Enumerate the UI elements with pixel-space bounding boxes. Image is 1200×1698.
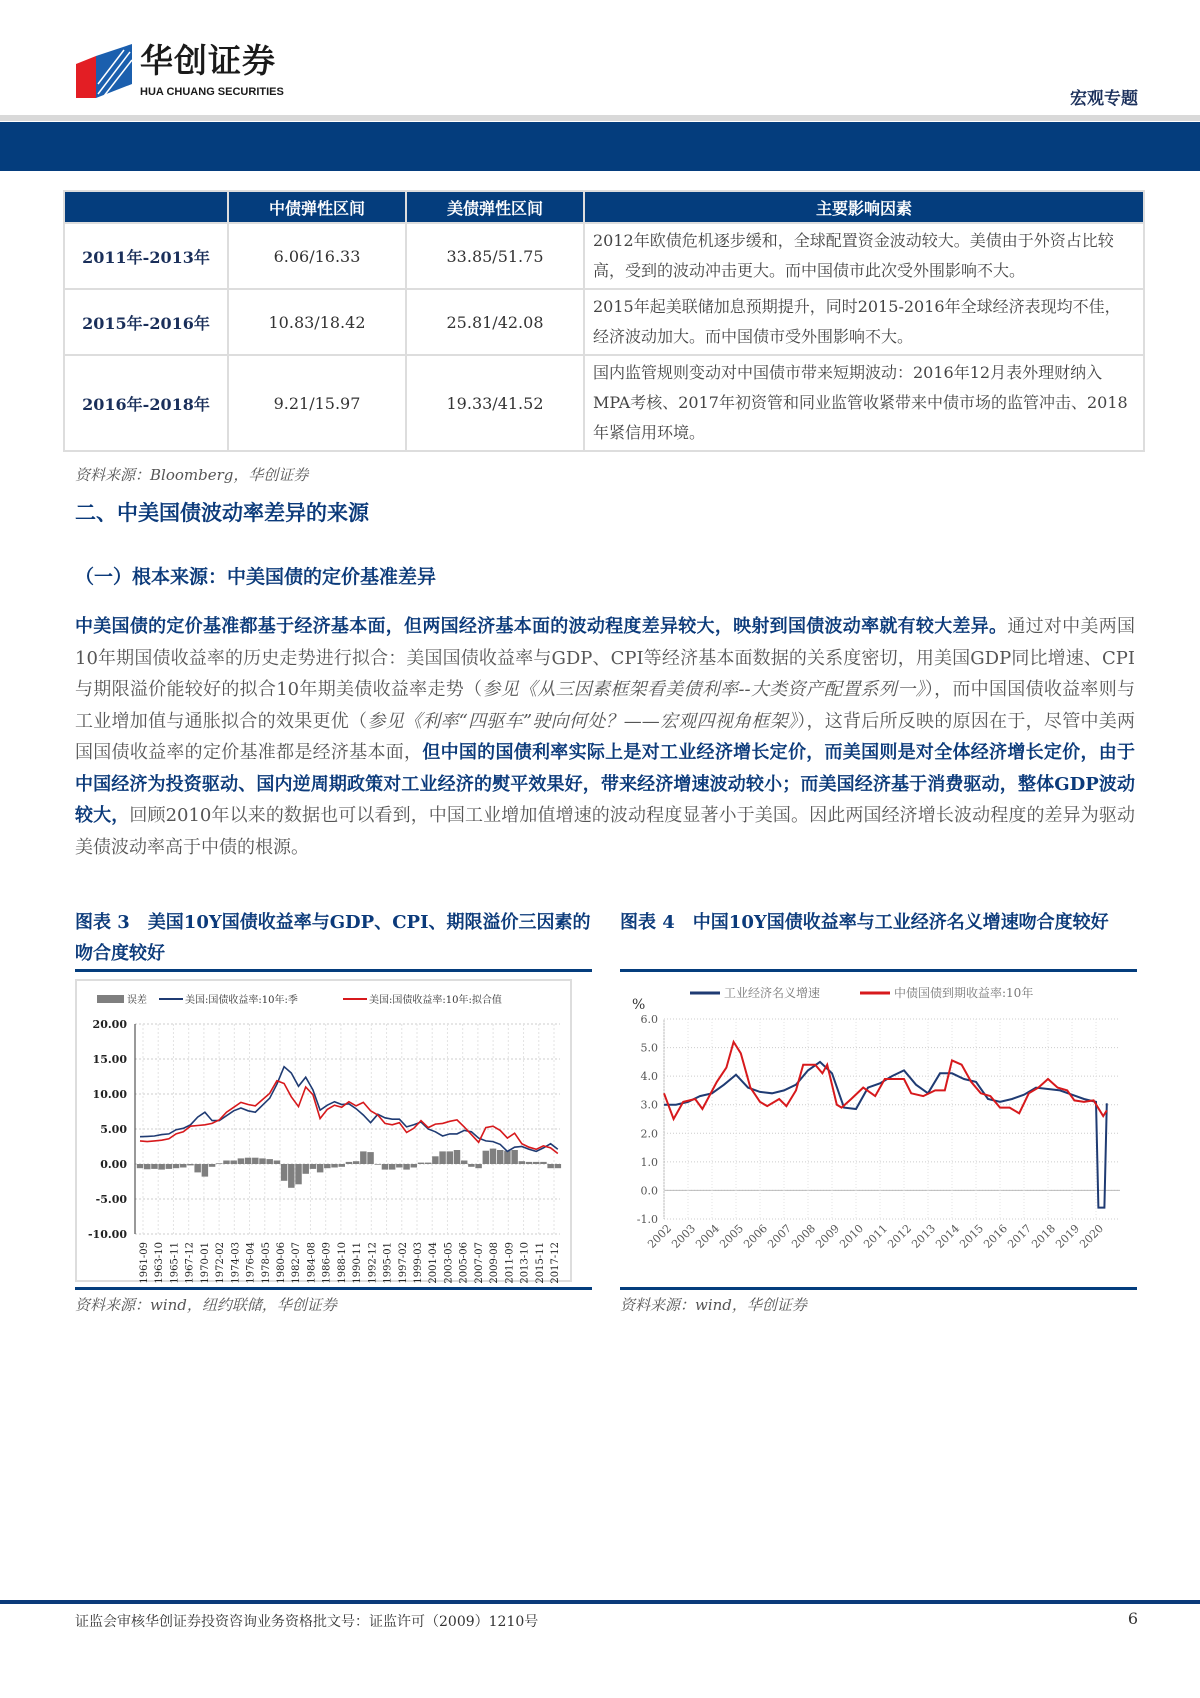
x-tick-label: 2020 [1077, 1221, 1107, 1251]
chart-divider [620, 1287, 1137, 1290]
x-tick-label: 1972-02 [215, 1242, 227, 1284]
error-bar [540, 1162, 546, 1164]
error-bar [511, 1150, 517, 1164]
footer-divider [0, 1600, 1200, 1604]
x-tick-label: 2015-11 [534, 1242, 546, 1284]
error-bar [259, 1158, 265, 1164]
section-title: 二、中美国债波动率差异的来源 [75, 500, 369, 525]
y-tick-label: 5.00 [100, 1123, 127, 1136]
footer-license: 证监会审核华创证券投资咨询业务资格批文号：证监许可（2009）1210号 [75, 1614, 539, 1630]
error-bar [331, 1164, 337, 1168]
chart-3-source: 资料来源：wind，纽约联储，华创证券 [75, 1296, 337, 1314]
x-tick-label: 2003-05 [443, 1242, 455, 1284]
chart-frame [76, 980, 571, 1281]
volatility-table [63, 190, 1145, 452]
x-tick-label: 1978-05 [260, 1242, 272, 1284]
y-tick-label: 5.0 [640, 1041, 658, 1055]
chart-3 [75, 979, 572, 1284]
y-tick-label: 15.00 [92, 1053, 127, 1066]
error-bar [194, 1164, 200, 1172]
table-row [64, 289, 1144, 355]
error-bar [475, 1164, 481, 1168]
error-bar [411, 1164, 417, 1168]
x-tick-label: 1988-10 [336, 1242, 348, 1284]
x-tick-label: 1967-12 [184, 1242, 196, 1284]
table-source: 资料来源：Bloomberg，华创证券 [75, 466, 309, 484]
error-bar [396, 1164, 402, 1168]
error-bar [483, 1151, 489, 1164]
x-tick-label: 2002 [645, 1221, 675, 1251]
factor-cell: 2015年起美联储加息预期提升，同时2015-2016年全球经济表现均不佳，经济波动加大。而中国债市受外围影响不大。 [584, 289, 1144, 355]
cn-range-cell: 6.06/16.33 [228, 223, 406, 289]
y-tick-label: 3.0 [640, 1098, 658, 1112]
error-bar [519, 1161, 525, 1164]
x-tick-label: 2013-10 [519, 1242, 531, 1284]
error-bar [266, 1159, 272, 1164]
chart-4 [620, 979, 1137, 1284]
text: 回顾2010年以来的数据也可以看到，中国工业增加值增速的波动程度显著小于美国。因此两国经济增长波动程度的差异为驱动美债波动率高于中债的根源。 [75, 805, 1136, 858]
legend-label: 美国:国债收益率:10年:拟合值 [369, 995, 502, 1006]
y-tick-label: 4.0 [640, 1070, 658, 1084]
column-header: 主要影响因素 [584, 191, 1144, 223]
error-bar [367, 1152, 373, 1164]
unit-label: % [632, 997, 646, 1013]
reference: 参见《从三因素框架看美债利率--大类资产配置系列一》 [482, 679, 925, 700]
error-bar [151, 1164, 157, 1169]
error-bar [245, 1158, 251, 1164]
error-bar [504, 1151, 510, 1164]
x-tick-label: 1984-08 [306, 1242, 318, 1284]
x-tick-label: 2005 [717, 1221, 747, 1251]
error-bar [555, 1164, 561, 1168]
error-bar [403, 1164, 409, 1170]
table-row [64, 223, 1144, 289]
error-bar [533, 1162, 539, 1164]
legend-label: 工业经济名义增速 [724, 986, 821, 1000]
factor-cell: 2012年欧债危机逐步缓和，全球配置资金波动较大。美债由于外资占比较高，受到的波动冲击更大。而中国债市此次受外围影响不大。 [584, 223, 1144, 289]
y-tick-label: 0.00 [100, 1158, 127, 1171]
error-bar [166, 1164, 172, 1169]
x-tick-label: 1992-12 [367, 1242, 379, 1284]
error-bar [447, 1151, 453, 1164]
error-bar [497, 1150, 503, 1164]
x-tick-label: 2003 [669, 1221, 699, 1251]
us-range-cell: 33.85/51.75 [406, 223, 584, 289]
x-tick-label: 1961-09 [139, 1242, 150, 1284]
error-bar [180, 1164, 186, 1168]
chart-divider [620, 969, 1137, 972]
period-cell: 2015年-2016年 [64, 289, 228, 355]
x-tick-label: 1997-02 [397, 1242, 409, 1284]
chart-divider [75, 969, 592, 972]
error-bar [209, 1164, 215, 1167]
logo-text: 华创证券 [140, 41, 276, 80]
x-tick-label: 1974-03 [230, 1242, 242, 1284]
chart-4-source: 资料来源：wind，华创证券 [620, 1296, 807, 1314]
y-tick-label: -1.0 [636, 1213, 658, 1226]
cn-range-cell: 10.83/18.42 [228, 289, 406, 355]
y-tick-label: 0.0 [640, 1184, 658, 1198]
x-tick-label: 2008 [789, 1221, 819, 1251]
error-bar [274, 1161, 280, 1165]
error-bar [382, 1164, 388, 1170]
body-paragraph [75, 611, 1135, 863]
chart-3-title: 图表 3 美国10Y国债收益率与GDP、CPI、期限溢价三因素的吻合度较好 [75, 912, 591, 964]
x-tick-label: 2017-12 [550, 1242, 561, 1284]
y-tick-label: 6.0 [640, 1013, 658, 1026]
x-tick-label: 2011 [861, 1221, 891, 1251]
error-bar [144, 1164, 150, 1169]
x-tick-label: 2007 [765, 1221, 795, 1251]
column-header: 中债弹性区间 [228, 191, 406, 223]
series-line [664, 1062, 1107, 1208]
y-tick-label: 10.00 [92, 1088, 127, 1101]
error-bar [418, 1163, 424, 1164]
column-header: 美债弹性区间 [406, 191, 584, 223]
error-bar [317, 1164, 323, 1172]
x-tick-label: 2014 [933, 1221, 963, 1251]
x-tick-label: 1963-10 [154, 1242, 166, 1284]
error-bar [230, 1161, 236, 1165]
x-tick-label: 1965-11 [169, 1242, 181, 1284]
error-bar [360, 1151, 366, 1164]
error-bar [454, 1150, 460, 1164]
x-tick-label: 1995-01 [382, 1242, 394, 1284]
y-tick-label: 1.0 [640, 1155, 658, 1169]
text: ），这背后所反映的原因在于，尽管中美两国国债收益率的定价基准都是经济基本面， [75, 710, 1136, 763]
x-tick-label: 2015 [957, 1221, 987, 1251]
x-tick-label: 1980-06 [276, 1242, 287, 1284]
error-bar [173, 1164, 179, 1168]
error-bar [346, 1162, 352, 1164]
x-tick-label: 1976-04 [245, 1242, 257, 1284]
error-bar [439, 1151, 445, 1164]
error-bar [223, 1161, 229, 1165]
error-bar [295, 1164, 301, 1184]
x-tick-label: 2017 [1005, 1221, 1035, 1251]
x-tick-label: 2009 [813, 1221, 843, 1251]
x-tick-label: 2009-08 [489, 1242, 501, 1284]
cn-range-cell: 9.21/15.97 [228, 355, 406, 451]
y-tick-label: -5.00 [95, 1193, 127, 1206]
error-bar [389, 1164, 395, 1170]
error-bar [461, 1161, 467, 1165]
x-tick-label: 1970-01 [199, 1242, 211, 1284]
x-tick-label: 2006 [741, 1221, 771, 1251]
x-tick-label: 2005-06 [458, 1242, 470, 1284]
emphasis: 但中国的国债利率实际上是对工业经济增长定价，而美国则是对全体经济增长定价，由于中国经济为投资驱动、国内逆周期政策对工业经济的熨平效果好，带来经济增速波动较小；而美国经济基于消费驱动，整体GDP波动较大， [75, 742, 1136, 826]
error-bar [310, 1164, 316, 1169]
page-number: 6 [1127, 1609, 1138, 1628]
error-bar [468, 1164, 474, 1167]
error-bar [324, 1164, 330, 1168]
x-tick-label: 2011-09 [504, 1242, 516, 1284]
table-header-row [64, 191, 1144, 223]
error-bar [281, 1164, 287, 1181]
chart-divider [75, 1287, 592, 1290]
logo-mark [76, 44, 132, 98]
error-bar [338, 1164, 344, 1167]
us-range-cell: 19.33/41.52 [406, 355, 584, 451]
x-tick-label: 1986-09 [321, 1242, 333, 1284]
error-bar [425, 1163, 431, 1164]
subsection-title: （一）根本来源：中美国债的定价基准差异 [75, 566, 437, 588]
legend-label: 误差 [127, 995, 147, 1006]
y-tick-label: -10.00 [87, 1228, 127, 1241]
error-bar [202, 1164, 208, 1177]
error-bar [288, 1164, 294, 1188]
text: 通过对中美两国10年期国债收益率的历史走势进行拟合：美国国债收益率与GDP、CPI等经济基本面数据的关系度密切，用美国GDP同比增速、CPI与期限溢价能较好的拟合10年期美债收益率走势（ [75, 616, 1135, 700]
y-tick-label: 2.0 [640, 1127, 658, 1141]
x-tick-label: 2019 [1053, 1221, 1083, 1251]
lead-sentence: 中美国债的定价基准都基于经济基本面，但两国经济基本面的波动程度差异较大，映射到国债波动率就有较大差异。 [75, 616, 1008, 637]
error-bar [187, 1164, 193, 1165]
error-bar [238, 1158, 244, 1164]
factor-cell: 国内监管规则变动对中国债市带来短期波动：2016年12月表外理财纳入MPA考核、2017年初资管和同业监管收紧带来中债市场的监管冲击、2018年紧信用环境。 [584, 355, 1144, 451]
x-tick-label: 2016 [981, 1221, 1011, 1251]
header-divider [0, 115, 1200, 121]
chart-4-title: 图表 4 中国10Y国债收益率与工业经济名义增速吻合度较好 [620, 912, 1109, 933]
legend-label: 美国:国债收益率:10年:季 [185, 995, 298, 1006]
x-tick-label: 1999-03 [413, 1242, 424, 1284]
x-tick-label: 2018 [1029, 1221, 1059, 1251]
error-bar [432, 1156, 438, 1164]
x-tick-label: 1990-11 [352, 1242, 364, 1284]
period-cell: 2011年-2013年 [64, 223, 228, 289]
x-tick-label: 2013 [909, 1221, 939, 1251]
error-bar [490, 1149, 496, 1164]
error-bar [547, 1164, 553, 1168]
table-row [64, 355, 1144, 451]
x-tick-label: 2007-07 [473, 1242, 485, 1284]
error-bar [353, 1161, 359, 1164]
error-bar [158, 1164, 164, 1170]
document-type: 宏观专题 [1070, 89, 1138, 109]
logo-subtitle: HUA CHUANG SECURITIES [140, 86, 284, 98]
error-bar [252, 1158, 258, 1164]
error-bar [526, 1162, 532, 1164]
error-bar [375, 1164, 381, 1165]
error-bar [216, 1163, 222, 1164]
reference: 参见《利率“四驱车”驶向何处？——宏观四视角框架》 [367, 710, 798, 732]
us-range-cell: 25.81/42.08 [406, 289, 584, 355]
x-tick-label: 2004 [693, 1221, 723, 1251]
x-tick-label: 2012 [885, 1221, 915, 1251]
error-bar [302, 1164, 308, 1174]
error-bar [137, 1164, 143, 1168]
legend-swatch-error [97, 995, 124, 1003]
y-tick-label: 20.00 [92, 1018, 127, 1031]
header-band [0, 122, 1200, 171]
column-header [64, 191, 228, 223]
x-tick-label: 2010 [837, 1221, 867, 1251]
x-tick-label: 2001-04 [428, 1242, 440, 1284]
x-tick-label: 1982-07 [291, 1242, 303, 1284]
text: ），而中国国债收益率则与工业增加值与通胀拟合的效果更优（ [75, 679, 1136, 732]
period-cell: 2016年-2018年 [64, 355, 228, 451]
legend-label: 中债国债到期收益率:10年 [894, 986, 1034, 1000]
